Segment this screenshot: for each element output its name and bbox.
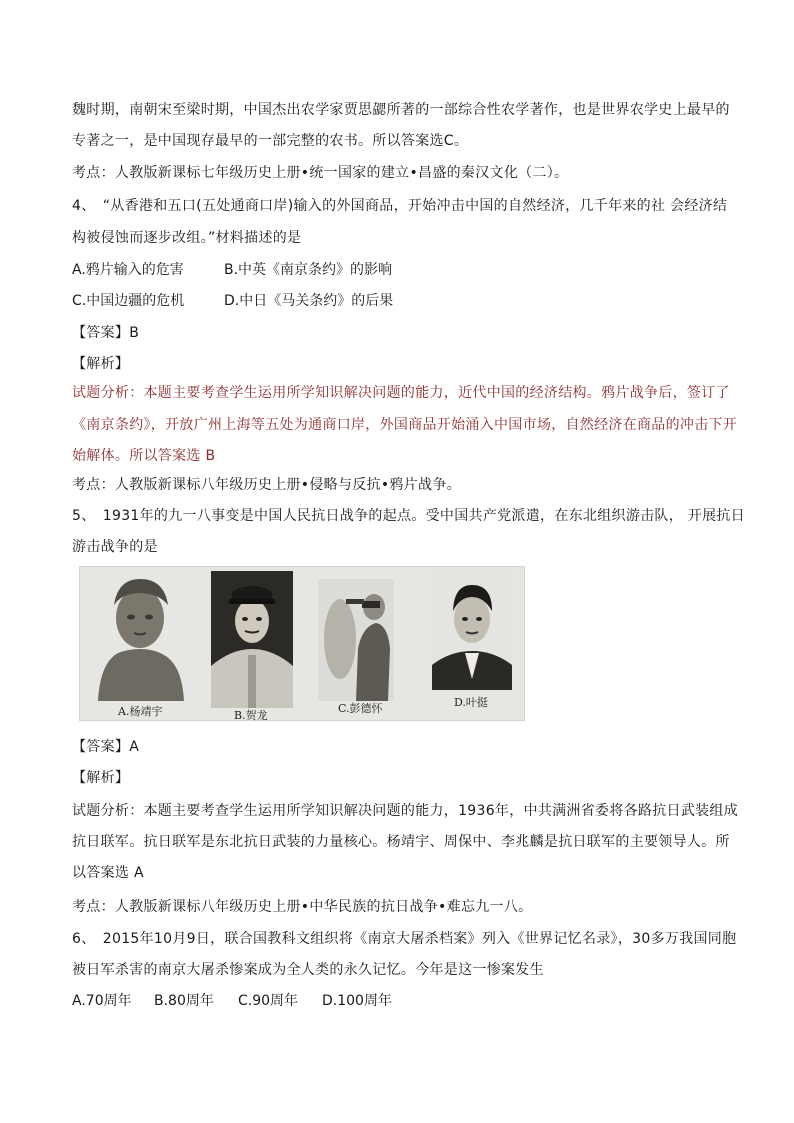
portrait-photo-a — [88, 573, 192, 701]
topic-line: 考点：人教版新课标八年级历史上册•侵略与反抗•鸦片战争。 — [72, 477, 461, 493]
question-6-stem: 被日军杀害的南京大屠杀惨案成为全人类的永久记忆。今年是这一惨案发生 — [72, 962, 544, 978]
q6-option-c: C.90周年 — [238, 993, 299, 1009]
question-5-stem: 游击战争的是 — [72, 539, 158, 555]
analysis-text: 始解体。所以答案选 B — [72, 448, 216, 464]
answer-label: 【答案】A — [72, 739, 140, 755]
analysis-text: 试题分析：本题主要考查学生运用所学知识解决问题的能力，近代中国的经济结构。鸦片战争后，签订了 — [72, 385, 730, 401]
question-4-stem: 4、 “从香港和五口(五处通商口岸)输入的外国商品，开始冲击中国的自然经济，几千年来的社 会经济结 — [72, 198, 728, 214]
answer-label: 【答案】B — [72, 325, 140, 341]
question-4-stem: 构被侵蚀而逐步改组。”材料描述的是 — [72, 230, 302, 246]
photo-caption-a: A.杨靖宇 — [118, 705, 163, 718]
question-5-stem: 5、 1931年的九一八事变是中国人民抗日战争的起点。受中国共产党派遣，在东北组织游击队， 开展抗日 — [72, 508, 745, 524]
analysis-label: 【解析】 — [72, 770, 130, 786]
photo-caption-c: C.彭德怀 — [338, 702, 383, 715]
q4-option-d: D.中日《马关条约》的后果 — [224, 293, 394, 309]
topic-line: 考点：人教版新课标八年级历史上册•中华民族的抗日战争•难忘九一八。 — [72, 899, 533, 915]
portrait-photo-d — [432, 569, 512, 690]
q4-option-c: C.中国边疆的危机 — [72, 293, 185, 309]
text-line: 专著之一，是中国现存最早的一部完整的农书。所以答案选C。 — [72, 133, 469, 149]
portrait-photo-c — [318, 579, 394, 701]
photo-caption-d: D.叶挺 — [454, 696, 488, 709]
photo-caption-b: B.贺龙 — [234, 709, 268, 722]
portrait-photo-strip — [79, 566, 525, 721]
q4-option-b: B.中英《南京条约》的影响 — [224, 262, 393, 278]
portrait-photo-b — [211, 571, 293, 708]
analysis-text: 抗日联军。抗日联军是东北抗日武装的力量核心。杨靖宇、周保中、李兆麟是抗日联军的主要领导人。所 — [72, 834, 730, 850]
analysis-text: 《南京条约》，开放广州上海等五处为通商口岸，外国商品开始涌入中国市场，自然经济在商品的冲击下开 — [72, 417, 738, 433]
q6-option-a: A.70周年 — [72, 993, 132, 1009]
topic-line: 考点：人教版新课标七年级历史上册•统一国家的建立•昌盛的秦汉文化（二）。 — [72, 165, 569, 181]
analysis-label: 【解析】 — [72, 356, 130, 372]
q6-option-d: D.100周年 — [322, 993, 392, 1009]
text-line: 魏时期，南朝宋至梁时期，中国杰出农学家贾思勰所著的一部综合性农学著作，也是世界农学史上最早的 — [72, 102, 730, 118]
analysis-text: 试题分析：本题主要考查学生运用所学知识解决问题的能力，1936年，中共满洲省委将各路抗日武装组成 — [72, 803, 739, 819]
analysis-text: 以答案选 A — [72, 865, 144, 881]
question-6-stem: 6、 2015年10月9日，联合国教科文组织将《南京大屠杀档案》列入《世界记忆名录》，30多万我国同胞 — [72, 931, 737, 947]
q6-option-b: B.80周年 — [154, 993, 214, 1009]
q4-option-a: A.鸦片输入的危害 — [72, 262, 184, 278]
